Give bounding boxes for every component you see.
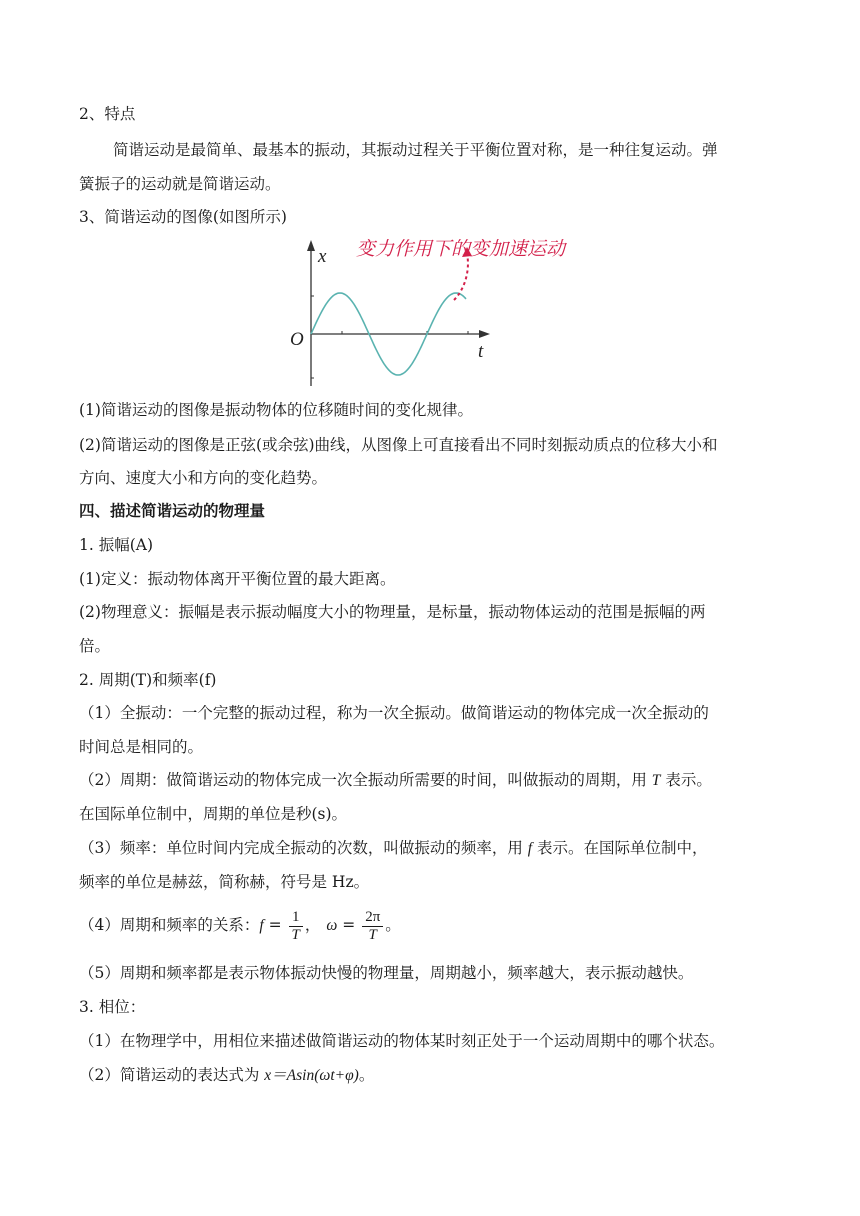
paragraph-amplitude-definition: (1)定义：振动物体离开平衡位置的最大距离。 [79,570,396,588]
paragraph-graph-2-line-1: (2)简谐运动的图像是正弦(或余弦)曲线，从图像上可直接看出不同时刻振动质点的位移大小和 [79,436,718,454]
fraction-two-pi-over-t [362,909,383,944]
formula-omega-lhs: ω [326,917,338,934]
formula-equals-2: = [337,916,361,934]
paragraph-full-vibration-line-1: （1）全振动：一个完整的振动过程，称为一次全振动。做简谐运动的物体完成一次全振动的 [79,704,709,722]
y-axis-label: x [318,246,327,267]
fraction-one-over-t [289,909,303,944]
paragraph-amplitude-meaning-line-1: (2)物理意义：振幅是表示振动幅度大小的物理量，是标量，振动物体运动的范围是振幅的两 [79,603,706,621]
paragraph-period-line-1 [79,770,712,791]
subheading-period-frequency: 2. 周期(T)和频率(f) [79,671,217,689]
paragraph-period-line-2: 在国际单位制中，周期的单位是秒(s)。 [79,805,348,823]
section-heading-features: 2、特点 [79,105,136,123]
paragraph-period-frequency-summary: （5）周期和频率都是表示物体振动快慢的物理量，周期越小，频率越大，表示振动越快。 [79,964,694,982]
origin-label: O [290,329,304,350]
frequency-text-b: 表示。在国际单位制中， [532,839,708,857]
paragraph-full-vibration-line-2: 时间总是相同的。 [79,738,204,756]
formula-f-lhs: f [259,917,264,934]
paragraph-phase-1: （1）在物理学中，用相位来描述做简谐运动的物体某时刻正处于一个运动周期中的哪个状态。 [79,1032,725,1050]
paragraph-frequency-line-2: 频率的单位是赫兹，简称赫，符号是 Hz。 [79,873,370,891]
frequency-symbol: f [527,840,533,857]
chapter-heading-quantities: 四、描述简谐运动的物理量 [79,501,266,520]
shm-graph-svg [278,228,628,392]
period-text-b: 表示。 [660,771,712,789]
period-text-a: （2）周期：做简谐运动的物体完成一次全振动所需要的时间，叫做振动的周期，用 [79,771,652,789]
paragraph-phase-2 [79,1065,374,1086]
paragraph-graph-1: (1)简谐运动的图像是振动物体的位移随时间的变化规律。 [79,401,473,419]
fraction-numerator: 2π [362,909,383,927]
period-symbol: T [651,772,661,789]
paragraph-frequency-line-1 [79,838,708,859]
section-heading-graph: 3、简谐运动的图像(如图所示) [79,208,287,226]
phase-expression-formula: x＝Asin(ωt+φ) [264,1067,359,1084]
fraction-denominator: T [291,926,300,943]
phase-expression-suffix: 。 [358,1066,375,1084]
formula-equals-1: = [263,916,287,934]
subheading-phase: 3. 相位： [79,998,146,1016]
paragraph-features-line-2: 簧振子的运动就是简谐运动。 [79,175,281,193]
formula-separator: ， [304,916,321,934]
paragraph-graph-2-line-2: 方向、速度大小和方向的变化趋势。 [79,469,328,487]
phase-expression-prefix: （2）简谐运动的表达式为 [79,1066,265,1084]
frequency-text-a: （3）频率：单位时间内完成全振动的次数，叫做振动的频率，用 [79,839,528,857]
subheading-amplitude: 1. 振幅(A) [79,536,154,554]
paragraph-amplitude-meaning-line-2: 倍。 [79,637,111,655]
paragraph-relation-formula [79,907,401,944]
fraction-denominator: T [368,926,377,943]
relation-prefix: （4）周期和频率的关系： [79,916,260,934]
formula-suffix: 。 [385,916,401,934]
x-axis-label: t [478,341,484,362]
paragraph-features-line-1: 简谐运动是最简单、最基本的振动，其振动过程关于平衡位置对称，是一种往复运动。弹 [113,141,718,159]
annotation-text: 变力作用下的变加速运动 [356,238,566,260]
x-axis-arrow [479,330,490,338]
fraction-numerator: 1 [289,909,303,927]
shm-graph-figure [278,228,628,392]
y-axis-arrow [307,240,315,251]
